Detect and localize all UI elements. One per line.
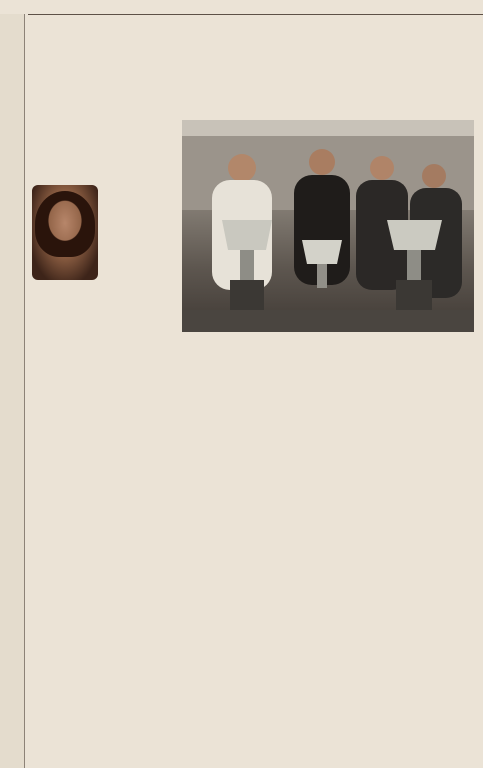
running-calendar (313, 388, 475, 390)
column-1-bottom (32, 344, 178, 768)
column-1-top (32, 124, 178, 344)
group-photo-illustration (182, 120, 474, 332)
previous-page-edge (0, 14, 25, 768)
column-2 (182, 360, 310, 744)
news-photo (182, 120, 474, 332)
header-rule (28, 14, 483, 15)
